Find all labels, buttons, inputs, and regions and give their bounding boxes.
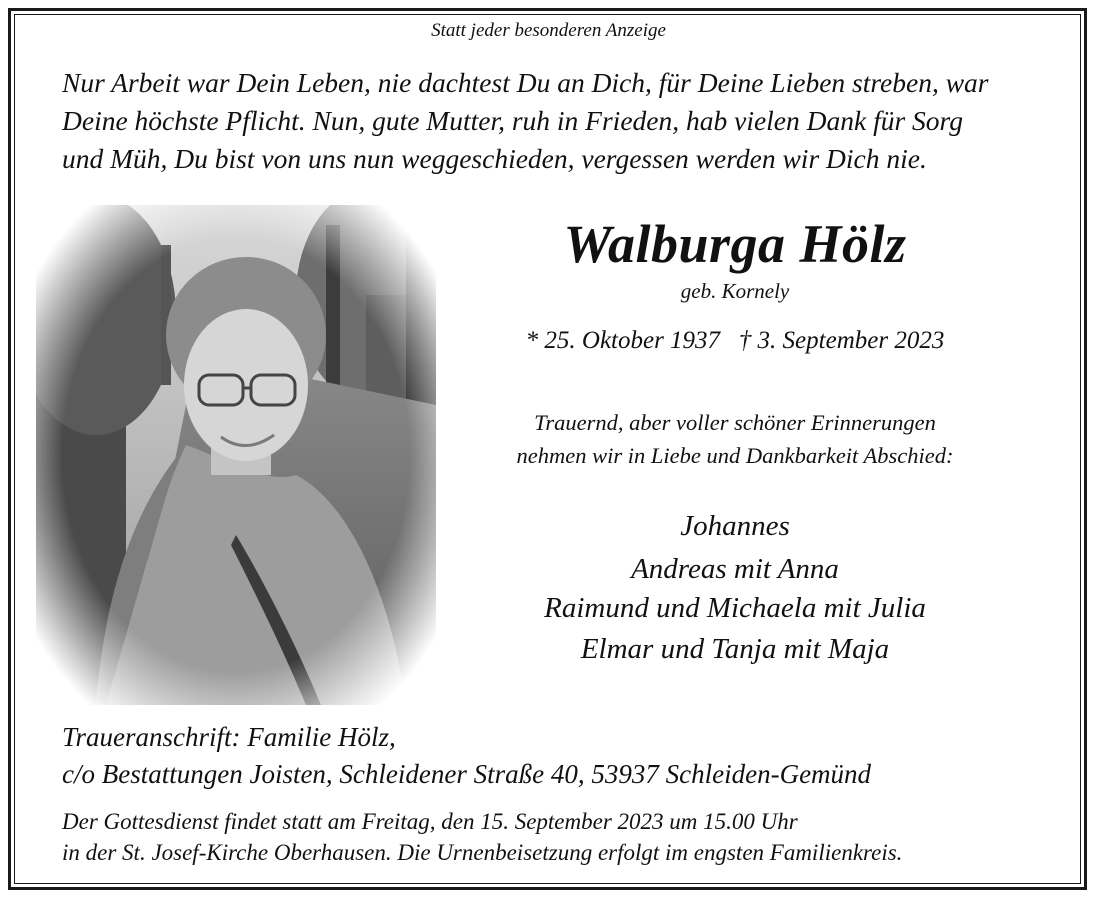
service-line-1: Der Gottesdienst findet statt am Freitag, den 15. September 2023 um 15.00 Uhr bbox=[62, 809, 798, 834]
mourning-line-1: Trauernd, aber voller schöner Erinnerungen bbox=[534, 410, 936, 435]
family-member-1: Johannes bbox=[680, 510, 790, 542]
family-member-3: Raimund und Michaela mit Julia bbox=[544, 592, 926, 624]
verse-line-3: und Müh, Du bist von uns nun weggeschieden, vergessen werden wir Dich nie. bbox=[62, 143, 927, 174]
verse-line-2: Deine höchste Pflicht. Nun, gute Mutter, ruh in Frieden, hab vielen Dank für Sorg bbox=[62, 105, 963, 136]
service-line-2: in der St. Josef-Kirche Oberhausen. Die Urnenbeisetzung erfolgt im engsten Familienkreis. bbox=[62, 840, 903, 865]
mourning-line-2: nehmen wir in Liebe und Dankbarkeit Abschied: bbox=[516, 443, 954, 468]
birth-name: geb. Kornely bbox=[680, 279, 790, 303]
family-member-2: Andreas mit Anna bbox=[631, 553, 839, 585]
deceased-name: Walburga Hölz bbox=[563, 214, 907, 274]
verse-line-1: Nur Arbeit war Dein Leben, nie dachtest Du an Dich, für Deine Lieben streben, war bbox=[62, 67, 989, 98]
notice-heading: Statt jeder besonderen Anzeige bbox=[431, 20, 666, 41]
address-line-2: c/o Bestattungen Joisten, Schleidener Straße 40, 53937 Schleiden-Gemünd bbox=[62, 759, 872, 789]
life-dates: * 25. Oktober 1937 † 3. September 2023 bbox=[525, 327, 945, 354]
address-line-1: Traueranschrift: Familie Hölz, bbox=[62, 722, 396, 752]
portrait-photo bbox=[36, 205, 436, 705]
family-member-4: Elmar und Tanja mit Maja bbox=[580, 633, 890, 665]
